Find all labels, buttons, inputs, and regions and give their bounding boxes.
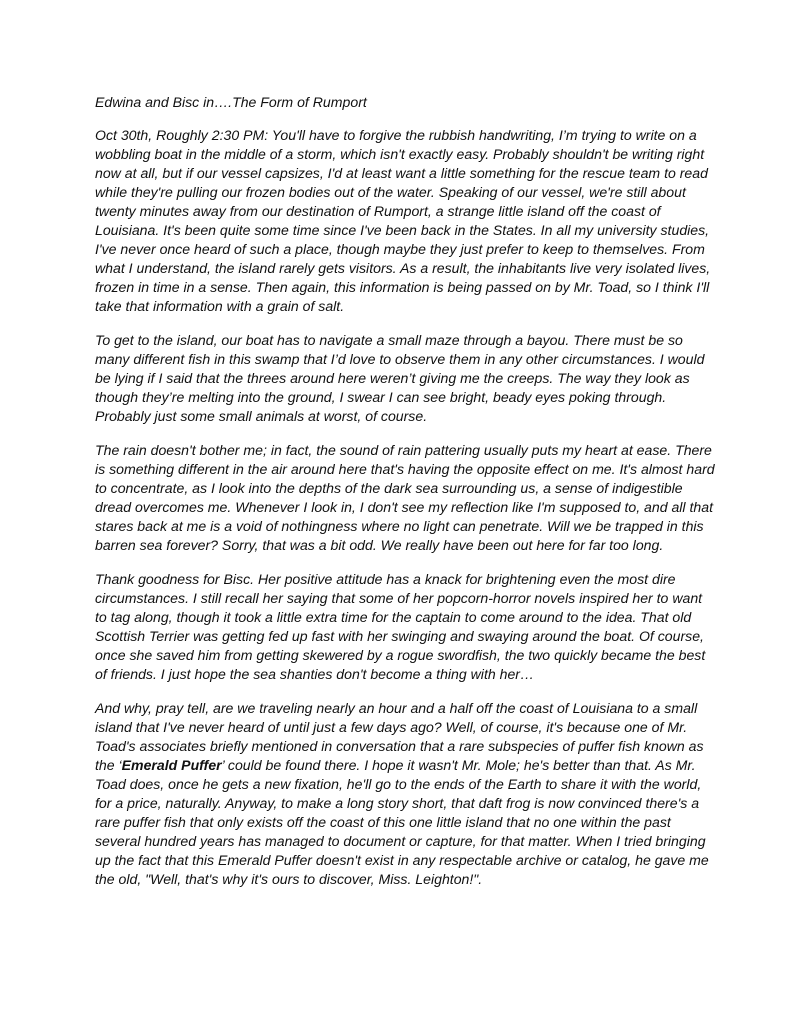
paragraph-4: Thank goodness for Bisc. Her positive attitude has a knack for brightening even the most dire circumstances. I still recall her saying that some of her popcorn-horror novels inspired her to want to tag along, though it took a little extra time for the captain to come around to the idea. That old Scottish Terrier was getting fed up fast with her swinging and swaying around the boat. Of course, once she saved him from getting skewered by a rogue swordfish, the two quickly became the best of friends. I just hope the sea shanties don't become a thing with her… bbox=[95, 571, 706, 682]
paragraph-5-text-start: And why, pray tell, are we traveling nearly an hour and a half off the coast of Louisiana to a small island that I've never heard of until just a few days ago? Well, of course, it's because one of Mr. Toad's associates briefly mentioned in conversation that a rare subspecies of puffer fish known as the ‘ bbox=[95, 700, 704, 773]
paragraph-3: The rain doesn't bother me; in fact, the sound of rain pattering usually puts my heart at ease. There is something different in the air around here that's having the opposite effect on me. It's almost hard to concentrate, as I look into the depths of the dark sea surrounding us, a sense of indigestible dread overcomes me. Whenever I look in, I don't see my reflection like I'm supposed to, and all that stares back at me is a void of nothingness where no light can penetrate. Will we be trapped in this barren sea forever? Sorry, that was a bit odd. We really have been out here for far too long. bbox=[95, 442, 715, 553]
paragraph-5 bbox=[95, 699, 715, 889]
emerald-puffer-bold-text: Emerald Puffer bbox=[121, 757, 222, 773]
document-body bbox=[95, 93, 715, 904]
paragraph-2: To get to the island, our boat has to navigate a small maze through a bayou. There must be so many different fish in this swamp that I’d love to observe them in any other circumstances. I would be lying if I said that the threes around here weren’t giving me the creeps. The way they look as though they’re melting into the ground, I swear I can see bright, beady eyes poking through. Probably just some small animals at worst, of course. bbox=[95, 332, 705, 424]
document-title: Edwina and Bisc in….The Form of Rumport bbox=[95, 94, 367, 110]
paragraph-5-text-end: ’ could be found there. I hope it wasn't Mr. Mole; he's better than that. As Mr. Toad does, once he gets a new fixation, he'll go to the ends of the Earth to share it with the world, for a price, naturally. Anyway, to make a long story short, that daft frog is now convinced there's a rare puffer fish that only exists off the coast of this one little island that no one within the past several hundred years has managed to document or capture, for that matter. When I tried bringing up the fact that this Emerald Puffer doesn't exist in any respectable archive or catalog, he gave me the old, "Well, that's why it's ours to discover, Miss. Leighton!". bbox=[95, 757, 709, 887]
paragraph-1: Oct 30th, Roughly 2:30 PM: You'll have to forgive the rubbish handwriting, I’m trying to write on a wobbling boat in the middle of a storm, which isn't exactly easy. Probably shouldn't be writing right now at all, but if our vessel capsizes, I'd at least want a little something for the rescue team to read while they're pulling our frozen bodies out of the water. Speaking of our vessel, we're still about twenty minutes away from our destination of Rumport, a strange little island off the coast of Louisiana. It's been quite some time since I've been back in the States. In all my university studies, I've never once heard of such a place, though maybe they just prefer to keep to themselves. From what I understand, the island rarely gets visitors. As a result, the inhabitants live very isolated lives, frozen in time in a sense. Then again, this information is being passed on by Mr. Toad, so I think I'll take that information with a grain of salt. bbox=[95, 127, 711, 314]
